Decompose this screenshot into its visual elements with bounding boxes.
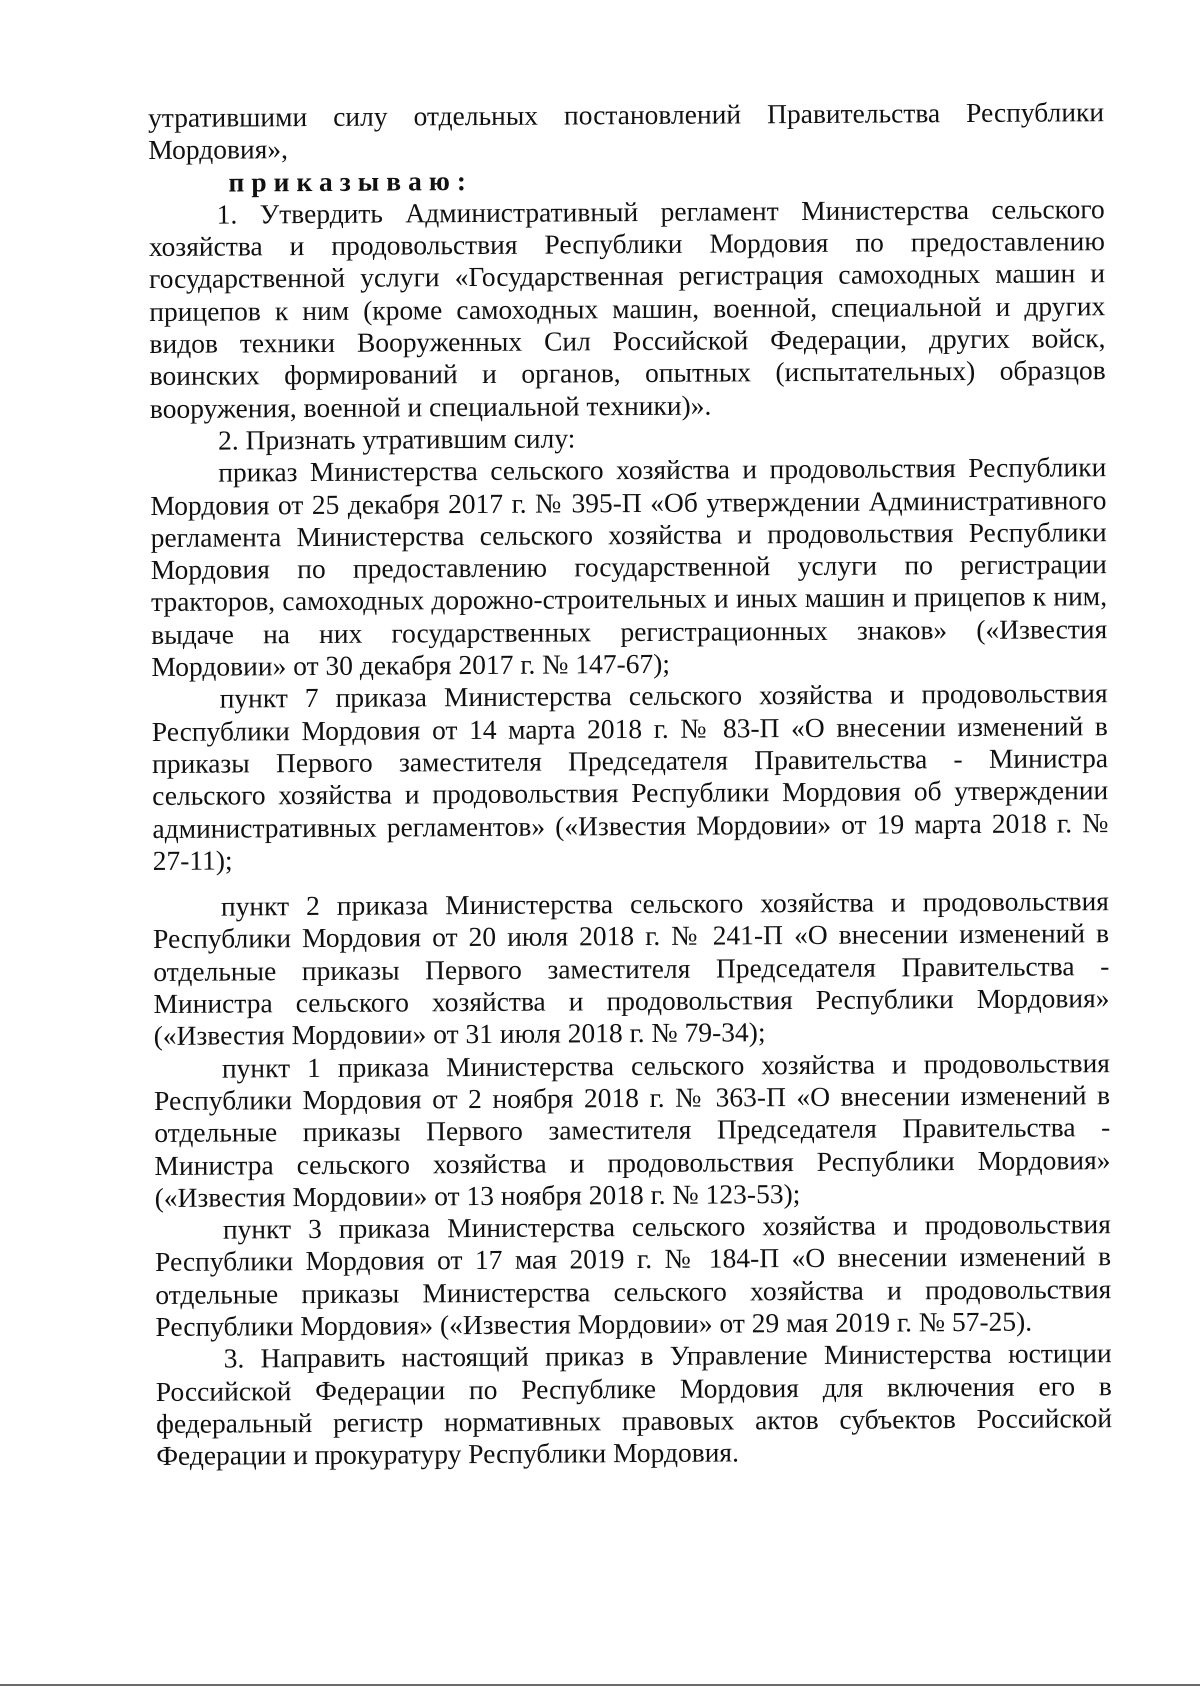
document-page	[148, 96, 1112, 1472]
item-3-paragraph: 3. Направить настоящий приказ в Управление Министерства юстиции Российской Федерации по Республике Мордовия для включения его в федеральный регистр нормативных правовых актов субъектов Российской Федерации и прокуратуру Республики Мордовия.	[155, 1337, 1113, 1472]
item-1-paragraph: 1. Утвердить Административный регламент Министерства сельского хозяйства и продовольствия Республики Мордовия по предоставлению государственной услуги «Государственная регистрация самоходных машин и прицепов к ним (кроме самоходных машин, военной, специальной и других видов техники Вооруженных Сил Российской Федерации, других войск, воинских формирований и органов, опытных (испытательных) образцов вооружения, военной и специальной техники)».	[148, 193, 1106, 424]
order-heading: приказываю:	[228, 164, 474, 198]
repeal-item-5: пункт 3 приказа Министерства сельского хозяйства и продовольствия Республики Мордовия от 17 мая 2019 г. № 184-П «О внесении изменений в отдельные приказы Министерства сельского хозяйства и продовольствия Республики Мордовия» («Известия Мордовии» от 29 мая 2019 г. № 57-25).	[154, 1208, 1112, 1342]
repeal-item-1: приказ Министерства сельского хозяйства и продовольствия Республики Мордовия от 25 декабря 2017 г. № 395-П «Об утверждении Административного регламента Министерства сельского хозяйства и продовольствия Республики Мордовия по предоставлению государственной услуги по регистрации тракторов, самоходных дорожно-строительных и иных машин и прицепов к ним, выдаче на них государственных регистрационных знаков» («Известия Мордовии» от 30 декабря 2017 г. № 147-67);	[150, 451, 1108, 683]
item-2-paragraph: 2. Признать утратившим силу:	[217, 422, 576, 456]
repeal-item-4: пункт 1 приказа Министерства сельского хозяйства и продовольствия Республики Мордовия от 2 ноября 2018 г. № 363-П «О внесении изменений в отдельные приказы Первого заместителя Председателя Правительства - Министра сельского хозяйства и продовольствия Республики Мордовия» («Известия Мордовии» от 13 ноября 2018 г. № 123-53);	[154, 1046, 1111, 1213]
scan-bottom-edge	[0, 1684, 1200, 1686]
intro-paragraph: утратившими силу отдельных постановлений Правительства Республики Мордовия»,	[148, 96, 1105, 166]
repeal-item-3: пункт 2 приказа Министерства сельского хозяйства и продовольствия Республики Мордовия от 20 июля 2018 г. № 241-П «О внесении изменений в отдельные приказы Первого заместителя Председателя Правительства - Министра сельского хозяйства и продовольствия Республики Мордовия» («Известия Мордовии» от 31 июля 2018 г. № 79-34);	[153, 885, 1110, 1052]
repeal-item-2: пункт 7 приказа Министерства сельского хозяйства и продовольствия Республики Мордовия от 14 марта 2018 г. № 83-П «О внесении изменений в приказы Первого заместителя Председателя Правительства - Министра сельского хозяйства и продовольствия Республики Мордовия об утверждении административных регламентов» («Известия Мордовии» от 19 марта 2018 г. № 27-11);	[151, 677, 1109, 876]
